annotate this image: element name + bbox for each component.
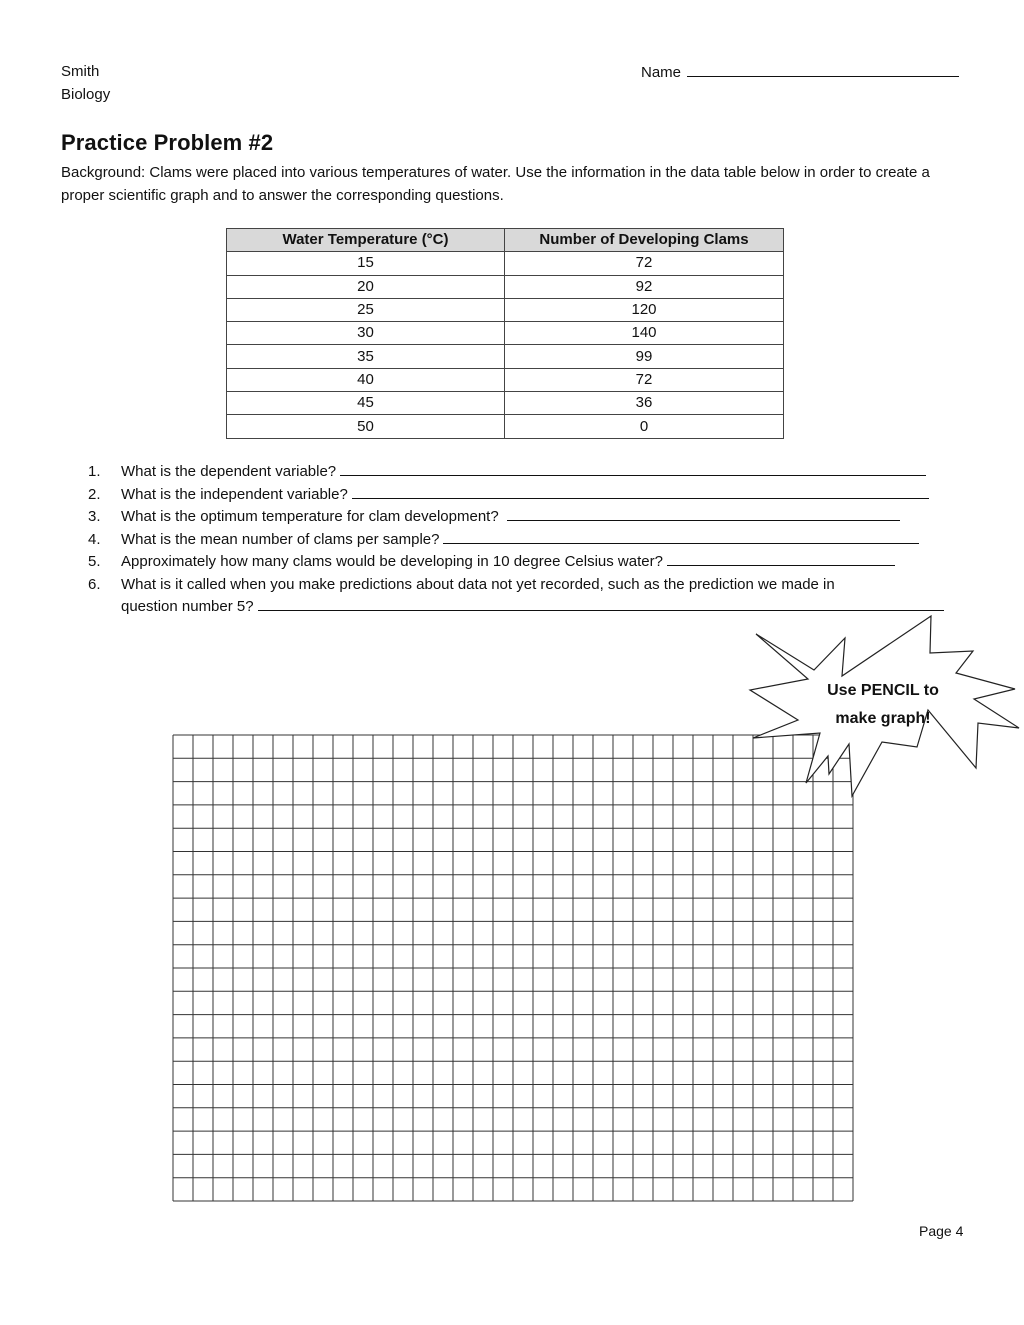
clams-cell: 120 <box>505 298 784 321</box>
question-text-continued: question number 5? <box>121 598 254 615</box>
table-header-row <box>227 229 784 252</box>
column-header-temperature: Water Temperature (°C) <box>227 229 505 252</box>
question-list <box>88 461 968 619</box>
pencil-callout <box>822 677 944 733</box>
question-text: What is the dependent variable? <box>121 463 337 480</box>
clams-cell: 72 <box>505 252 784 275</box>
question-number: 3. <box>88 508 101 525</box>
table-row <box>227 275 784 298</box>
temperature-cell: 50 <box>227 415 505 438</box>
temperature-cell: 40 <box>227 368 505 391</box>
answer-line[interactable] <box>258 596 944 611</box>
question-number: 1. <box>88 463 101 480</box>
question-item <box>88 461 968 484</box>
clams-cell: 72 <box>505 368 784 391</box>
table-row <box>227 252 784 275</box>
table-row <box>227 415 784 438</box>
question-item <box>88 551 968 574</box>
temperature-cell: 45 <box>227 392 505 415</box>
question-text: What is the mean number of clams per sample? <box>121 530 440 548</box>
data-table <box>226 228 784 439</box>
graph-paper[interactable] <box>172 734 854 1207</box>
background-paragraph: Background: Clams were placed into various temperatures of water. Use the information in the data table below in order to create a proper scientific graph and to answer the corresponding questions. <box>61 164 930 204</box>
student-name-row <box>641 62 959 83</box>
page-title: Practice Problem #2 <box>61 130 274 155</box>
teacher-name: Smith <box>61 63 100 80</box>
answer-line[interactable] <box>507 506 900 521</box>
question-item <box>88 506 968 529</box>
question-item <box>88 529 968 552</box>
temperature-cell: 25 <box>227 298 505 321</box>
name-label: Name <box>641 64 682 81</box>
question-number: 2. <box>88 485 101 503</box>
question-number: 5. <box>88 553 101 570</box>
table-row <box>227 322 784 345</box>
answer-line[interactable] <box>443 529 919 544</box>
callout-line-1: Use PENCIL to <box>827 682 939 699</box>
temperature-cell: 30 <box>227 322 505 345</box>
question-item <box>88 484 968 507</box>
answer-line[interactable] <box>667 551 895 566</box>
temperature-cell: 15 <box>227 252 505 275</box>
graph-grid[interactable] <box>172 734 854 1202</box>
table-row <box>227 298 784 321</box>
temperature-cell: 20 <box>227 275 505 298</box>
question-number: 4. <box>88 530 101 548</box>
clams-cell: 99 <box>505 345 784 368</box>
column-header-clams: Number of Developing Clams <box>505 229 784 252</box>
question-number: 6. <box>88 575 101 593</box>
answer-line[interactable] <box>352 484 929 499</box>
answer-line[interactable] <box>340 461 926 476</box>
clams-cell: 140 <box>505 322 784 345</box>
question-text: What is it called when you make predictions about data not yet recorded, such as the prediction we made in <box>121 575 835 593</box>
clams-cell: 92 <box>505 275 784 298</box>
table-row <box>227 368 784 391</box>
question-text: What is the optimum temperature for clam development? <box>121 508 499 525</box>
student-name-field[interactable] <box>687 62 959 77</box>
question-text: Approximately how many clams would be developing in 10 degree Celsius water? <box>121 553 663 570</box>
course-name: Biology <box>61 86 111 103</box>
table-row <box>227 392 784 415</box>
page-number: Page 4 <box>919 1223 964 1239</box>
callout-line-2: make graph! <box>835 710 931 727</box>
clams-cell: 0 <box>505 415 784 438</box>
temperature-cell: 35 <box>227 345 505 368</box>
question-text: What is the independent variable? <box>121 485 348 503</box>
clams-cell: 36 <box>505 392 784 415</box>
question-item <box>88 574 968 619</box>
table-row <box>227 345 784 368</box>
